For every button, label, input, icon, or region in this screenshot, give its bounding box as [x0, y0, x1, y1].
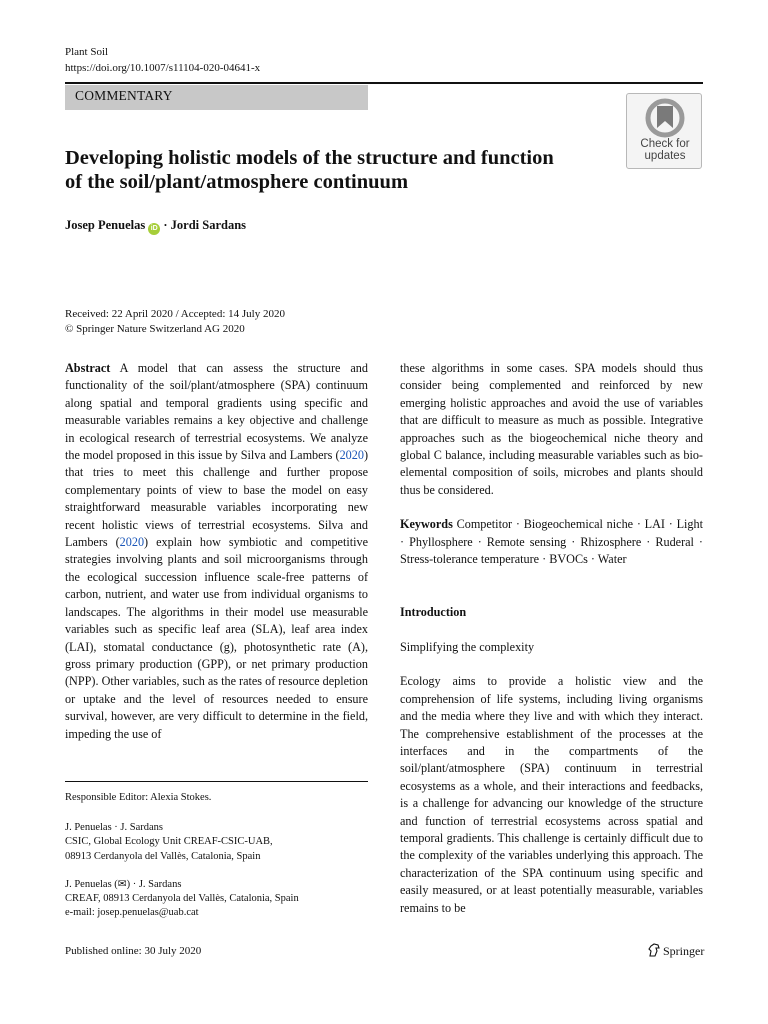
journal-name: Plant Soil [65, 46, 109, 58]
journal-header [65, 44, 260, 76]
check-for-updates-badge[interactable] [626, 93, 702, 169]
right-column [400, 360, 703, 917]
introduction-paragraph: Ecology aims to provide a holistic view and the comprehension of life systems, including living organisms and the media where they live and with which they interact. The comprehensive establishment of the processes at the interfaces and in the compartments of the soil/plant/atmosphere (SPA) continuum in terrestrial ecosystems as a whole, and their interactions and feedbacks, is a challenge for advancing our knowledge of the structure and function of terrestrial ecosystems across spatial and temporal gradients. This challenge is certainly difficult due to the complexity of the variables underlying this approach. The characterization of the SPA continuum using specific and easily measured, or at least potentially measurable, variables remains to be [400, 674, 703, 915]
email-link[interactable]: e-mail: josep.penuelas@uab.cat [65, 907, 199, 919]
citation-link[interactable]: 2020 [119, 535, 145, 550]
header-rule [65, 82, 703, 84]
springer-horse-icon [648, 943, 660, 957]
received-accepted: Received: 22 April 2020 / Accepted: 14 July 2020 [65, 308, 285, 320]
section-label: COMMENTARY [65, 85, 368, 110]
published-date: Published online: 30 July 2020 [65, 945, 202, 957]
introduction-heading: Introduction [400, 605, 467, 620]
affiliation-2-line1: CREAF, 08913 Cerdanyola del Vallès, Catalonia, Spain [65, 893, 299, 905]
affiliation-1-names: J. Penuelas · J. Sardans [65, 822, 163, 834]
abstract-continuation: these algorithms in some cases. SPA models should thus consider being complemented and reinforced by new emerging holistic approaches and avoid the use of variables that are difficult to measure as much as possible. Integrative approaches such as the biogeochemical niche theory and global C balance, including measurable variables such as bio-elemental composition of soils, microbes and plants should thus be considered. [400, 361, 703, 497]
author-list [65, 217, 246, 235]
badge-text: Check for updates [640, 138, 690, 162]
abstract-paragraph: Abstract A model that can assess the structure and functionality of the soil/plant/atmosphere (SPA) continuum along spatial and temporal gradients using specific and measurable variables remains a key objective and challenge in ecological research of terrestrial ecosystems. We analyze the model proposed in this issue by Silva and Lambers (2020) that tries to meet this challenge and further propose complementary points of view to base the model on easy straightforward measurable variables incorporating new recent holistic views of terrestrial ecosystems. Silva and Lambers (2020) explain how symbiotic and competitive strategies involving plants and soil microorganisms through the ecological succession influence scale-free patterns of carbon, nutrient, and water use from individual organisms to landscapes. The algorithms in their model use measurable variables such as specific leaf area (SLA), leaf area index (LAI), stomatal conductance (g), photosynthetic rate (A), gross primary production (GPP), or net primary production (NPP). Other variables, such as the rates of resource depletion or uptake and the level of resources needed to ensure survival, however, are very difficult to determine in the field, impeding the use of [65, 361, 368, 741]
introduction-subheading: Simplifying the complexity [400, 639, 535, 654]
author-separator: · [163, 218, 168, 232]
author-1[interactable]: Josep Penuelas [65, 218, 146, 232]
check-updates-icon [644, 98, 686, 138]
publisher-logo [648, 943, 704, 959]
abstract-label: Abstract [65, 361, 111, 375]
citation-link[interactable]: 2020 [339, 448, 364, 463]
affiliation-1-line2: 08913 Cerdanyola del Vallès, Catalonia, Spain [65, 850, 261, 862]
responsible-editor: Responsible Editor: Alexia Stokes. [65, 792, 212, 803]
affiliation-1-line1: CSIC, Global Ecology Unit CREAF-CSIC-UAB, [65, 836, 273, 848]
keywords-label: Keywords [400, 517, 453, 532]
publisher-name: Springer [663, 944, 705, 958]
footnote-rule [65, 781, 368, 782]
left-column [65, 360, 368, 743]
affiliation-2-names: J. Penuelas (✉) · J. Sardans [65, 878, 182, 890]
article-dates [65, 307, 285, 337]
orcid-icon[interactable]: iD [148, 223, 160, 235]
author-2[interactable]: Jordi Sardans [170, 218, 247, 232]
doi-link[interactable]: https://doi.org/10.1007/s11104-020-04641-x [65, 62, 261, 74]
article-title: Developing holistic models of the structure and function of the soil/plant/atmosphere continuum [65, 147, 554, 193]
copyright: © Springer Nature Switzerland AG 2020 [65, 323, 245, 335]
keywords: Keywords Competitor · Biogeochemical niche · LAI · Light · Phyllosphere · Remote sensing · Rhizosphere · Ruderal · Stress-tolerance temperature · BVOCs · Water [400, 517, 704, 567]
footnotes [65, 791, 368, 920]
